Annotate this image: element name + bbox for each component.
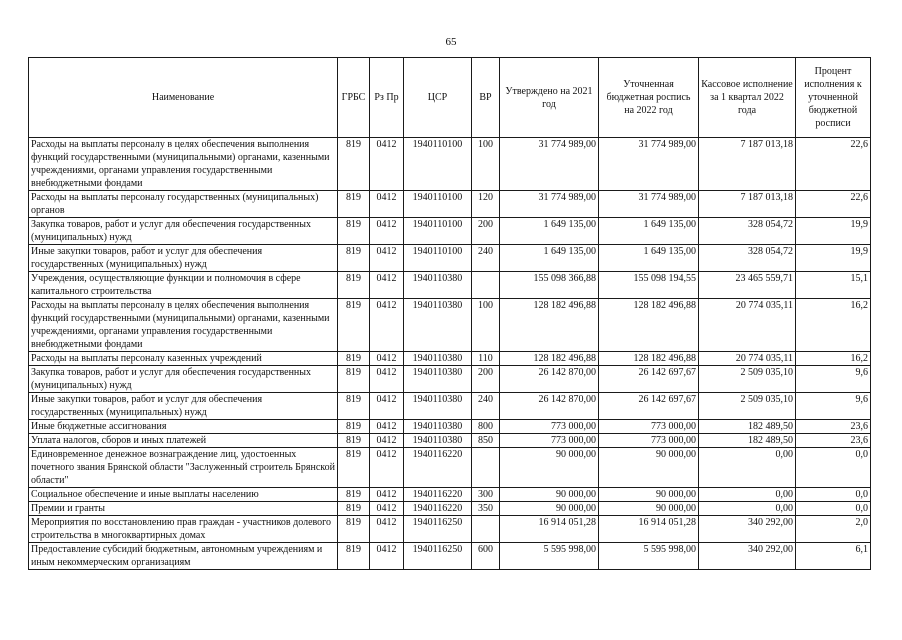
cell-cash: 328 054,72 — [699, 218, 796, 245]
cell-approved: 5 595 998,00 — [500, 543, 599, 570]
cell-percent: 22,6 — [796, 138, 871, 191]
cell-name: Единовременное денежное вознаграждение лиц, удостоенных почетного звания Брянской области "Заслуженный строитель Брянской области" — [29, 448, 338, 488]
cell-approved: 16 914 051,28 — [500, 516, 599, 543]
cell-csr: 1940116250 — [404, 516, 472, 543]
cell-grbs: 819 — [338, 488, 370, 502]
table-row — [29, 218, 871, 245]
table-row — [29, 393, 871, 420]
table-row — [29, 245, 871, 272]
cell-name: Расходы на выплаты персоналу государственных (муниципальных) органов — [29, 191, 338, 218]
cell-approved: 90 000,00 — [500, 488, 599, 502]
cell-name: Расходы на выплаты персоналу в целях обеспечения выполнения функций государственными (муниципальными) органами, казенными учреждениями, органами управления государственными внебюджетными фондами — [29, 299, 338, 352]
cell-vr: 200 — [472, 218, 500, 245]
cell-approved: 773 000,00 — [500, 420, 599, 434]
cell-grbs: 819 — [338, 420, 370, 434]
cell-cash: 20 774 035,11 — [699, 299, 796, 352]
cell-name: Социальное обеспечение и иные выплаты населению — [29, 488, 338, 502]
cell-grbs: 819 — [338, 516, 370, 543]
table-row — [29, 352, 871, 366]
cell-csr: 1940110380 — [404, 393, 472, 420]
table-row — [29, 272, 871, 299]
table-row — [29, 191, 871, 218]
cell-csr: 1940110100 — [404, 218, 472, 245]
cell-approved: 155 098 366,88 — [500, 272, 599, 299]
cell-refined: 26 142 697,67 — [599, 366, 699, 393]
cell-rzpr: 0412 — [370, 352, 404, 366]
cell-grbs: 819 — [338, 218, 370, 245]
cell-grbs: 819 — [338, 448, 370, 488]
cell-rzpr: 0412 — [370, 488, 404, 502]
table-body — [29, 138, 871, 570]
table-row — [29, 502, 871, 516]
cell-cash: 23 465 559,71 — [699, 272, 796, 299]
cell-rzpr: 0412 — [370, 448, 404, 488]
cell-cash: 7 187 013,18 — [699, 191, 796, 218]
cell-approved: 128 182 496,88 — [500, 352, 599, 366]
header-cash: Кассовое исполнение за 1 квартал 2022 года — [699, 58, 796, 138]
cell-percent: 23,6 — [796, 434, 871, 448]
cell-rzpr: 0412 — [370, 420, 404, 434]
header-vr: ВР — [472, 58, 500, 138]
cell-percent: 0,0 — [796, 502, 871, 516]
cell-refined: 5 595 998,00 — [599, 543, 699, 570]
table-row — [29, 434, 871, 448]
table-row — [29, 448, 871, 488]
cell-grbs: 819 — [338, 245, 370, 272]
cell-grbs: 819 — [338, 366, 370, 393]
cell-csr: 1940116220 — [404, 502, 472, 516]
cell-cash: 0,00 — [699, 448, 796, 488]
cell-cash: 328 054,72 — [699, 245, 796, 272]
cell-vr: 300 — [472, 488, 500, 502]
cell-approved: 773 000,00 — [500, 434, 599, 448]
cell-csr: 1940110380 — [404, 420, 472, 434]
cell-csr: 1940110100 — [404, 138, 472, 191]
cell-grbs: 819 — [338, 191, 370, 218]
cell-approved: 90 000,00 — [500, 502, 599, 516]
cell-name: Закупка товаров, работ и услуг для обеспечения государственных (муниципальных) нужд — [29, 218, 338, 245]
cell-cash: 2 509 035,10 — [699, 393, 796, 420]
cell-percent: 19,9 — [796, 218, 871, 245]
header-refined: Уточненная бюджетная роспись на 2022 год — [599, 58, 699, 138]
cell-cash: 182 489,50 — [699, 434, 796, 448]
cell-refined: 90 000,00 — [599, 488, 699, 502]
cell-csr: 1940110380 — [404, 434, 472, 448]
cell-vr: 120 — [472, 191, 500, 218]
cell-grbs: 819 — [338, 272, 370, 299]
cell-vr: 240 — [472, 245, 500, 272]
table-row — [29, 488, 871, 502]
cell-approved: 1 649 135,00 — [500, 245, 599, 272]
header-name: Наименование — [29, 58, 338, 138]
header-rzpr: Рз Пр — [370, 58, 404, 138]
table-row — [29, 543, 871, 570]
table-row — [29, 299, 871, 352]
cell-rzpr: 0412 — [370, 366, 404, 393]
cell-percent: 16,2 — [796, 352, 871, 366]
table-row — [29, 138, 871, 191]
page-number: 65 — [445, 36, 457, 48]
table-row — [29, 420, 871, 434]
cell-name: Расходы на выплаты персоналу в целях обеспечения выполнения функций государственными (муниципальными) органами, казенными учреждениями, органами управления государственными внебюджетными фондами — [29, 138, 338, 191]
cell-approved: 26 142 870,00 — [500, 393, 599, 420]
cell-name: Иные закупки товаров, работ и услуг для обеспечения государственных (муниципальных) нужд — [29, 245, 338, 272]
cell-cash: 0,00 — [699, 502, 796, 516]
cell-vr: 800 — [472, 420, 500, 434]
cell-cash: 0,00 — [699, 488, 796, 502]
cell-refined: 31 774 989,00 — [599, 138, 699, 191]
cell-refined: 31 774 989,00 — [599, 191, 699, 218]
cell-vr: 110 — [472, 352, 500, 366]
cell-csr: 1940110380 — [404, 272, 472, 299]
budget-table — [28, 57, 871, 570]
cell-percent: 23,6 — [796, 420, 871, 434]
cell-csr: 1940110380 — [404, 352, 472, 366]
cell-rzpr: 0412 — [370, 434, 404, 448]
cell-percent: 16,2 — [796, 299, 871, 352]
header-approved: Утверждено на 2021 год — [500, 58, 599, 138]
cell-approved: 31 774 989,00 — [500, 191, 599, 218]
cell-rzpr: 0412 — [370, 138, 404, 191]
cell-csr: 1940116250 — [404, 543, 472, 570]
cell-approved: 1 649 135,00 — [500, 218, 599, 245]
cell-refined: 1 649 135,00 — [599, 245, 699, 272]
table-row — [29, 516, 871, 543]
cell-cash: 340 292,00 — [699, 516, 796, 543]
cell-refined: 90 000,00 — [599, 448, 699, 488]
cell-refined: 773 000,00 — [599, 434, 699, 448]
cell-vr — [472, 448, 500, 488]
cell-csr: 1940110380 — [404, 366, 472, 393]
cell-percent: 6,1 — [796, 543, 871, 570]
header-csr: ЦСР — [404, 58, 472, 138]
cell-grbs: 819 — [338, 352, 370, 366]
cell-rzpr: 0412 — [370, 543, 404, 570]
table-header-row — [29, 58, 871, 138]
cell-refined: 128 182 496,88 — [599, 299, 699, 352]
cell-csr: 1940116220 — [404, 488, 472, 502]
cell-vr: 850 — [472, 434, 500, 448]
cell-name: Учреждения, осуществляющие функции и полномочия в сфере капитального строительства — [29, 272, 338, 299]
cell-vr: 240 — [472, 393, 500, 420]
cell-percent: 15,1 — [796, 272, 871, 299]
cell-name: Закупка товаров, работ и услуг для обеспечения государственных (муниципальных) нужд — [29, 366, 338, 393]
cell-csr: 1940110380 — [404, 299, 472, 352]
cell-name: Иные закупки товаров, работ и услуг для обеспечения государственных (муниципальных) нужд — [29, 393, 338, 420]
cell-percent: 9,6 — [796, 393, 871, 420]
cell-rzpr: 0412 — [370, 218, 404, 245]
cell-refined: 155 098 194,55 — [599, 272, 699, 299]
cell-refined: 26 142 697,67 — [599, 393, 699, 420]
cell-refined: 773 000,00 — [599, 420, 699, 434]
cell-vr: 350 — [472, 502, 500, 516]
cell-vr: 100 — [472, 138, 500, 191]
cell-percent: 22,6 — [796, 191, 871, 218]
cell-rzpr: 0412 — [370, 393, 404, 420]
cell-vr — [472, 516, 500, 543]
cell-rzpr: 0412 — [370, 245, 404, 272]
cell-refined: 16 914 051,28 — [599, 516, 699, 543]
cell-rzpr: 0412 — [370, 516, 404, 543]
cell-grbs: 819 — [338, 138, 370, 191]
cell-cash: 182 489,50 — [699, 420, 796, 434]
cell-vr: 100 — [472, 299, 500, 352]
cell-vr — [472, 272, 500, 299]
cell-vr: 200 — [472, 366, 500, 393]
header-grbs: ГРБС — [338, 58, 370, 138]
cell-name: Премии и гранты — [29, 502, 338, 516]
cell-refined: 1 649 135,00 — [599, 218, 699, 245]
cell-name: Иные бюджетные ассигнования — [29, 420, 338, 434]
cell-grbs: 819 — [338, 502, 370, 516]
cell-refined: 128 182 496,88 — [599, 352, 699, 366]
cell-cash: 340 292,00 — [699, 543, 796, 570]
cell-rzpr: 0412 — [370, 299, 404, 352]
cell-refined: 90 000,00 — [599, 502, 699, 516]
cell-name: Предоставление субсидий бюджетным, автономным учреждениям и иным некоммерческим организациям — [29, 543, 338, 570]
cell-percent: 19,9 — [796, 245, 871, 272]
cell-cash: 20 774 035,11 — [699, 352, 796, 366]
cell-csr: 1940110100 — [404, 245, 472, 272]
cell-rzpr: 0412 — [370, 272, 404, 299]
cell-approved: 31 774 989,00 — [500, 138, 599, 191]
table-row — [29, 366, 871, 393]
cell-cash: 7 187 013,18 — [699, 138, 796, 191]
cell-csr: 1940116220 — [404, 448, 472, 488]
cell-grbs: 819 — [338, 299, 370, 352]
cell-percent: 9,6 — [796, 366, 871, 393]
cell-cash: 2 509 035,10 — [699, 366, 796, 393]
cell-grbs: 819 — [338, 393, 370, 420]
cell-csr: 1940110100 — [404, 191, 472, 218]
cell-name: Расходы на выплаты персоналу казенных учреждений — [29, 352, 338, 366]
cell-rzpr: 0412 — [370, 191, 404, 218]
cell-percent: 2,0 — [796, 516, 871, 543]
cell-approved: 26 142 870,00 — [500, 366, 599, 393]
header-percent: Процент исполнения к уточненной бюджетной росписи — [796, 58, 871, 138]
cell-grbs: 819 — [338, 434, 370, 448]
cell-name: Мероприятия по восстановлению прав граждан - участников долевого строительства в многоквартирных домах — [29, 516, 338, 543]
cell-approved: 90 000,00 — [500, 448, 599, 488]
cell-name: Уплата налогов, сборов и иных платежей — [29, 434, 338, 448]
cell-approved: 128 182 496,88 — [500, 299, 599, 352]
cell-vr: 600 — [472, 543, 500, 570]
cell-percent: 0,0 — [796, 488, 871, 502]
cell-percent: 0,0 — [796, 448, 871, 488]
cell-grbs: 819 — [338, 543, 370, 570]
cell-rzpr: 0412 — [370, 502, 404, 516]
